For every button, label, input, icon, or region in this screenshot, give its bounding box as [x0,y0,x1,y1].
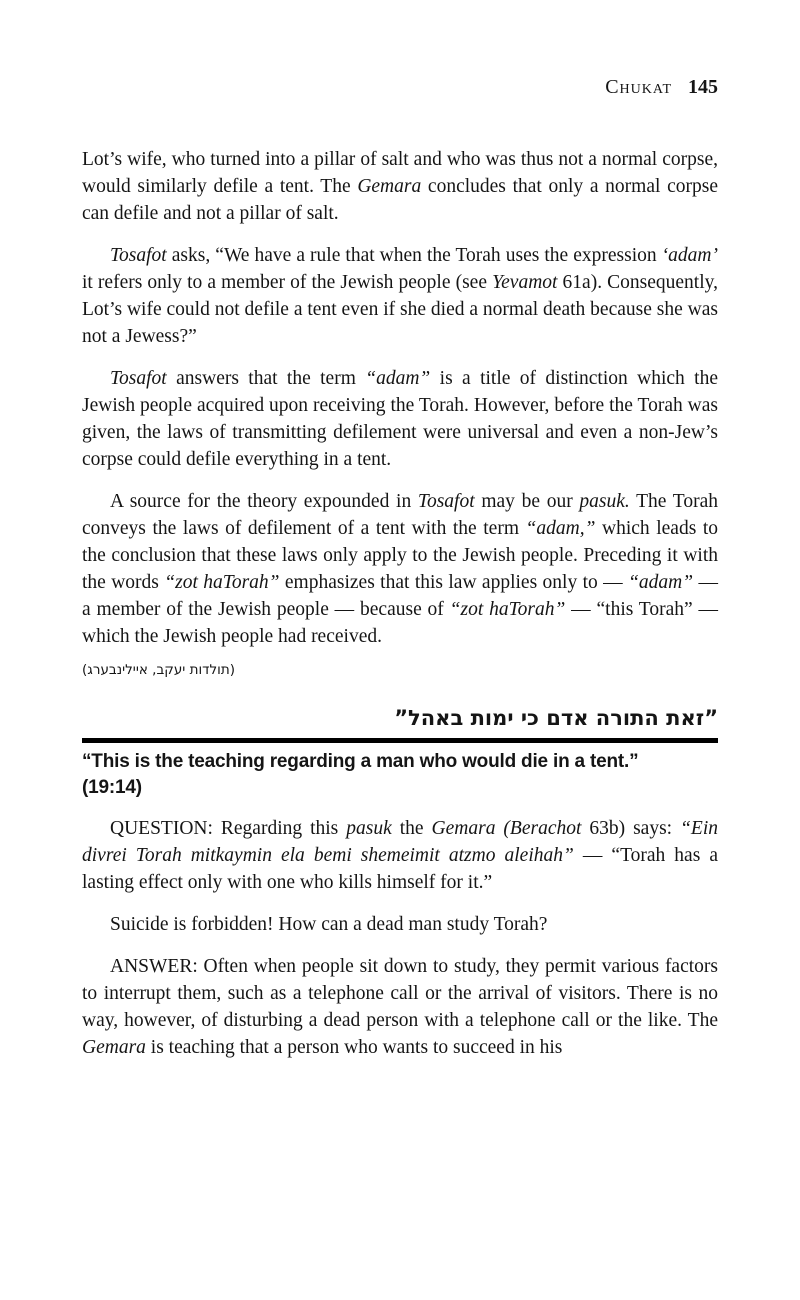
section-heading [82,705,718,801]
page-number: 145 [688,76,718,98]
paragraph-source-for-theory: A source for the theory expounded in Tosafot may be our pasuk. The Torah conveys the laws of defilement of a tent with the term “adam,” which leads to the conclusion that these laws only apply to the Jewish people. Preceding it with the words “zot haTorah” emphasizes that this law applies only to — “adam” — a member of the Jewish people — because of “zot haTorah” — “this Torah” — which the Jewish people had received. [82,491,719,647]
paragraph-tosafot-asks: Tosafot asks, “We have a rule that when the Torah uses the expression ‘adam’ it refers only to a member of the Jewish people (see Yevamot 61a). Consequently, Lot’s wife could not defile a tent even if she died a normal death because she was not a Jewess?” [82,245,718,347]
verse-reference: (19:14) [82,777,142,798]
paragraph-question: QUESTION: Regarding this pasuk the Gemara (Berachot 63b) says: “Ein divrei Torah mitkaymin ela bemi shemeimit atzmo aleihah” — “Torah has a lasting effect only with one who kills himself for it.” [82,818,718,893]
source-attribution: (תולדות יעקב, איילינבערג) [82,662,236,678]
verse-translation: “This is the teaching regarding a man who would die in a tent.” [82,751,639,772]
paragraph-suicide: Suicide is forbidden! How can a dead man study Torah? [110,914,548,935]
running-head [82,76,718,98]
page-body [82,146,718,1061]
paragraph-tosafot-answers: Tosafot answers that the term “adam” is a title of distinction which the Jewish people acquired upon receiving the Torah. However, before the Torah was given, the laws of transmitting defilement were universal and even a non-Jew’s corpse could defile everything in a tent. [82,368,718,470]
chapter-title: Chukat [605,76,672,98]
hebrew-verse-title: ”זאת התורה אדם כי ימות באהל” [394,706,718,730]
english-verse-title [82,749,718,801]
heading-divider [82,738,718,743]
paragraph-lots-wife: Lot’s wife, who turned into a pillar of salt and who was thus not a normal corpse, would similarly defile a tent. The Gemara concludes that only a normal corpse can defile and not a pillar of salt. [82,149,718,224]
paragraph-answer: ANSWER: Often when people sit down to study, they permit various factors to interrupt them, such as a telephone call or the arrival of visitors. There is no way, however, of disturbing a dead person with a telephone call or the like. The Gemara is teaching that a person who wants to succeed in his [82,956,718,1058]
